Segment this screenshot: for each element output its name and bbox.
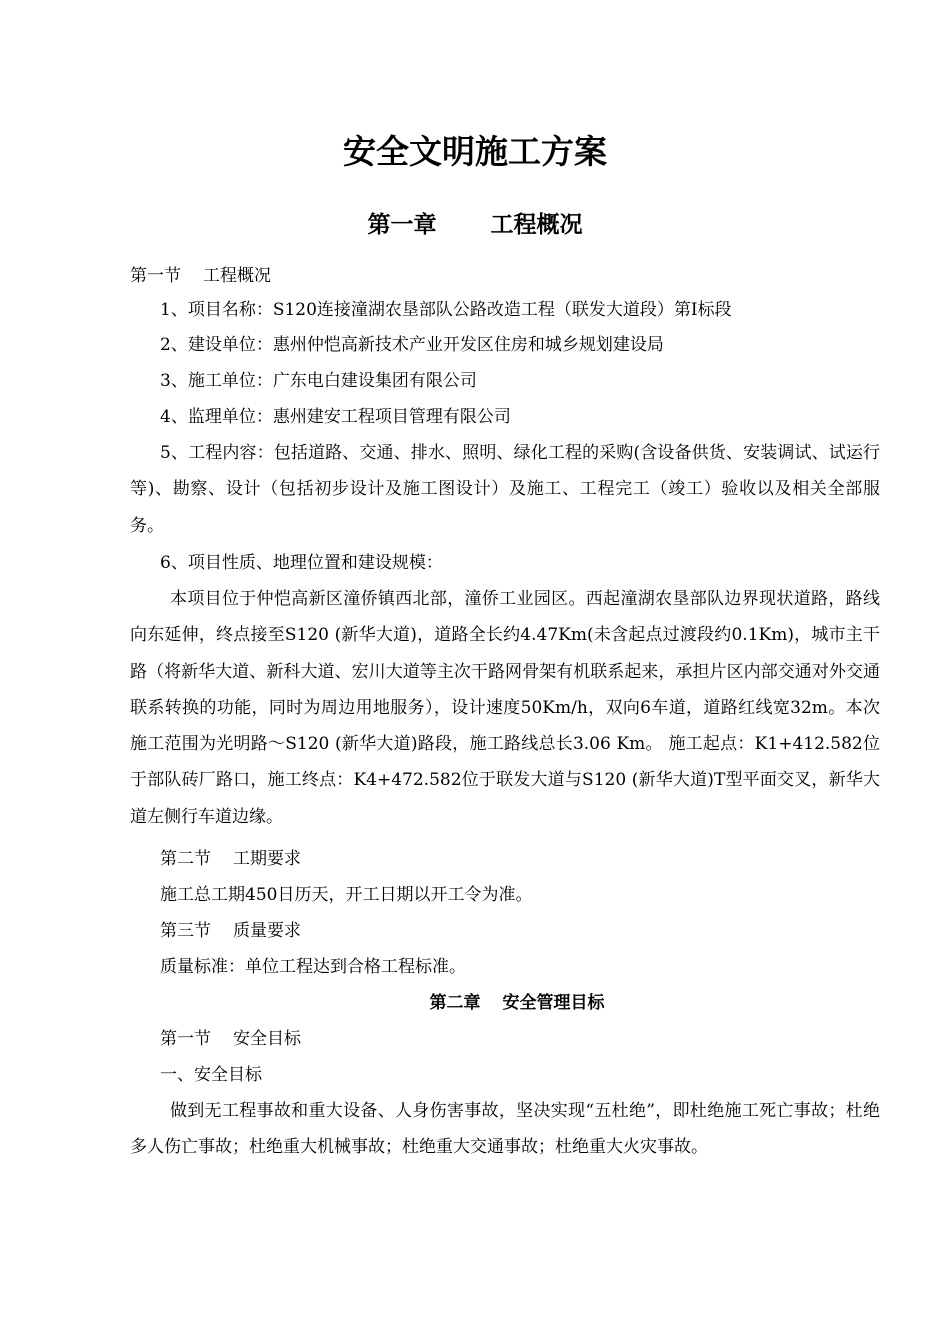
- section-2-name: 工期要求: [233, 849, 301, 869]
- section-3-name: 质量要求: [233, 921, 301, 941]
- section-3-heading: [160, 913, 301, 949]
- section-2-heading: [160, 841, 301, 877]
- safety-text: 做到无工程事故和重大设备、人身伤害事故，坚决实现“五杜绝”，即杜绝施工死亡事故；杜绝多人伤亡事故；杜绝重大机械事故；杜绝重大交通事故；杜绝重大火灾事故。: [130, 1101, 880, 1158]
- section-2-number: 第二节: [160, 849, 211, 869]
- quality-text: 质量标准：单位工程达到合格工程标准。: [160, 957, 466, 977]
- chapter-2-section-1-name: 安全目标: [233, 1029, 301, 1049]
- chapter-1-name: 工程概况: [490, 211, 583, 238]
- chapter-1-heading: [0, 203, 950, 247]
- item-contractor: 3、施工单位：广东电白建设集团有限公司: [160, 371, 477, 391]
- chapter-2-heading: [0, 985, 950, 1021]
- chapter-1-number: 第一章: [367, 211, 437, 238]
- section-3-number: 第三节: [160, 921, 211, 941]
- chapter-2-name: 安全管理目标: [502, 993, 605, 1013]
- chapter-2-section-1-heading: [160, 1021, 301, 1057]
- chapter-2-section-1-number: 第一节: [160, 1029, 211, 1049]
- section-1-heading: [130, 258, 271, 294]
- document-title: 安全文明施工方案: [343, 132, 607, 171]
- duration-text: 施工总工期450日历天，开工日期以开工令为准。: [160, 885, 533, 905]
- section-1-name: 工程概况: [203, 266, 271, 286]
- item-scope: 5、工程内容：包括道路、交通、排水、照明、绿化工程的采购(含设备供货、安装调试、试运行等)、勘察、设计（包括初步设计及施工图设计）及施工、工程完工（竣工）验收以及相关全部服务。: [130, 443, 880, 536]
- safety-heading: 一、安全目标: [160, 1065, 262, 1085]
- project-description: 本项目位于仲恺高新区潼侨镇西北部，潼侨工业园区。西起潼湖农垦部队边界现状道路，路线向东延伸，终点接至S120 (新华大道)，道路全长约4.47Km(未含起点过渡段约0.1Km)，城市主干路（将新华大道、新科大道、宏川大道等主次干路网骨架有机联系起来，承担片区内部交通对外交通联系转换的功能，同时为周边用地服务），设计速度50Km/h，双向6车道，道路红线宽32m。本次施工范围为光明路～S120 (新华大道)路段，施工路线总长3.06 Km。 施工起点：K1+412.582位于部队砖厂路口，施工终点：K4+472.582位于联发大道与S120 (新华大道)T型平面交叉，新华大道左侧行车道边缘。: [130, 589, 880, 827]
- item-project-nature: 6、项目性质、地理位置和建设规模：: [160, 553, 443, 573]
- chapter-2-number: 第二章: [429, 993, 481, 1013]
- item-developer: 2、建设单位：惠州仲恺高新技术产业开发区住房和城乡规划建设局: [160, 335, 664, 355]
- item-project-name: 1、项目名称：S120连接潼湖农垦部队公路改造工程（联发大道段）第Ⅰ标段: [160, 300, 732, 320]
- item-supervisor: 4、监理单位：惠州建安工程项目管理有限公司: [160, 407, 511, 427]
- section-1-number: 第一节: [130, 266, 181, 286]
